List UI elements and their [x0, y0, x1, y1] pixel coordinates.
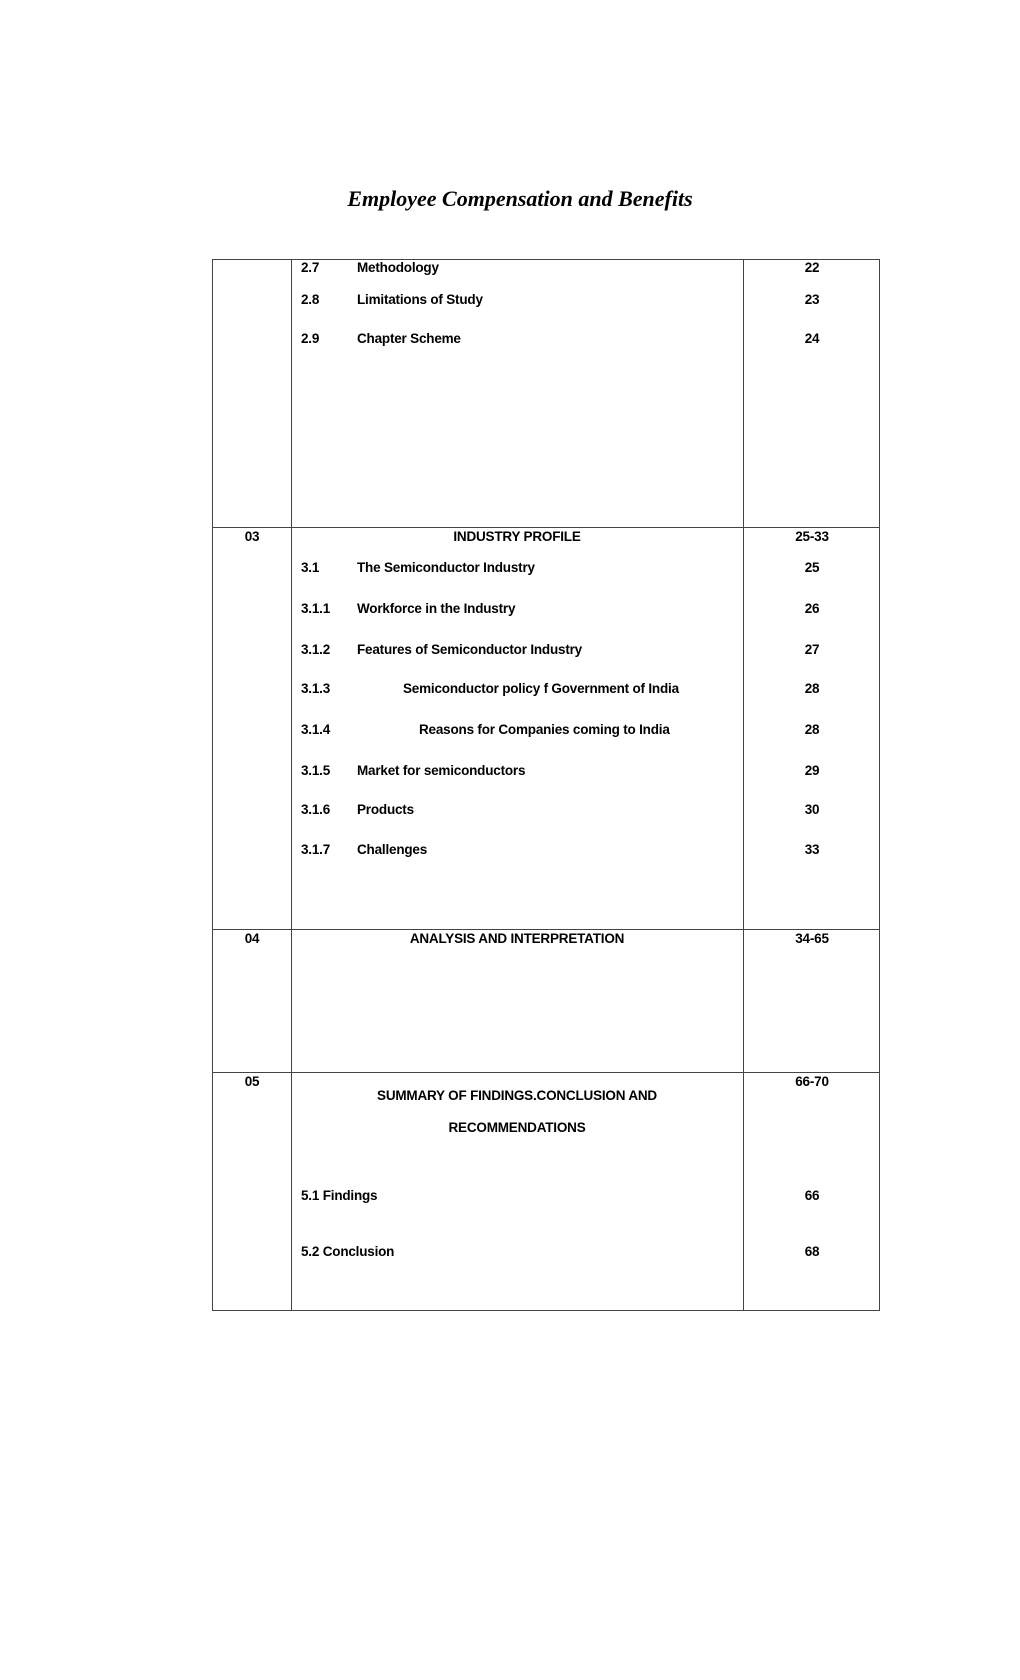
column-divider [291, 260, 292, 1310]
section-number: 2.7 [301, 260, 320, 275]
page-number: 26 [804, 601, 820, 616]
section-title: Chapter Scheme [357, 331, 461, 346]
row-divider [213, 1072, 879, 1073]
row-divider [213, 929, 879, 930]
section-title: 5.1 Findings [301, 1188, 378, 1203]
page-number: 33 [804, 842, 820, 857]
page-range: 66-70 [795, 1074, 829, 1089]
section-title: Semiconductor policy f Government of India [403, 681, 679, 696]
section-title: Reasons for Companies coming to India [419, 722, 670, 737]
chapter-number: 05 [244, 1074, 260, 1089]
page-range: 25-33 [795, 529, 829, 544]
section-number: 3.1.6 [301, 802, 331, 817]
section-title: Methodology [357, 260, 439, 275]
section-title: Features of Semiconductor Industry [357, 642, 582, 657]
section-title: 5.2 Conclusion [301, 1244, 395, 1259]
page-title: Employee Compensation and Benefits [347, 186, 693, 211]
section-number: 3.1.3 [301, 681, 331, 696]
table-of-contents [212, 259, 880, 1311]
chapter-title-line-2: RECOMMENDATIONS [448, 1120, 586, 1135]
chapter-title: ANALYSIS AND INTERPRETATION [409, 931, 625, 946]
section-title: Market for semiconductors [357, 763, 526, 778]
chapter-number: 03 [244, 529, 260, 544]
section-title: Products [357, 802, 414, 817]
page-number: 28 [804, 722, 820, 737]
page-number: 68 [804, 1244, 820, 1259]
page-number: 27 [804, 642, 820, 657]
section-number: 3.1.2 [301, 642, 331, 657]
section-number: 3.1.4 [301, 722, 331, 737]
page-number: 25 [804, 560, 820, 575]
page-number: 23 [804, 292, 820, 307]
page-number: 22 [804, 260, 820, 275]
row-divider [213, 527, 879, 528]
chapter-title: INDUSTRY PROFILE [453, 529, 581, 544]
section-number: 3.1 [301, 560, 320, 575]
page-number: 66 [804, 1188, 820, 1203]
section-title: Limitations of Study [357, 292, 483, 307]
section-title: Workforce in the Industry [357, 601, 516, 616]
section-number: 2.9 [301, 331, 320, 346]
page-range: 34-65 [795, 931, 829, 946]
section-title: The Semiconductor Industry [357, 560, 535, 575]
section-number: 2.8 [301, 292, 320, 307]
chapter-title-line-1: SUMMARY OF FINDINGS.CONCLUSION AND [377, 1088, 657, 1103]
page-number: 28 [804, 681, 820, 696]
page-number: 24 [804, 331, 820, 346]
chapter-number: 04 [244, 931, 260, 946]
page-number: 29 [804, 763, 820, 778]
section-number: 3.1.5 [301, 763, 331, 778]
section-number: 3.1.1 [301, 601, 331, 616]
page-number: 30 [804, 802, 820, 817]
column-divider [743, 260, 744, 1310]
section-number: 3.1.7 [301, 842, 331, 857]
section-title: Challenges [357, 842, 428, 857]
